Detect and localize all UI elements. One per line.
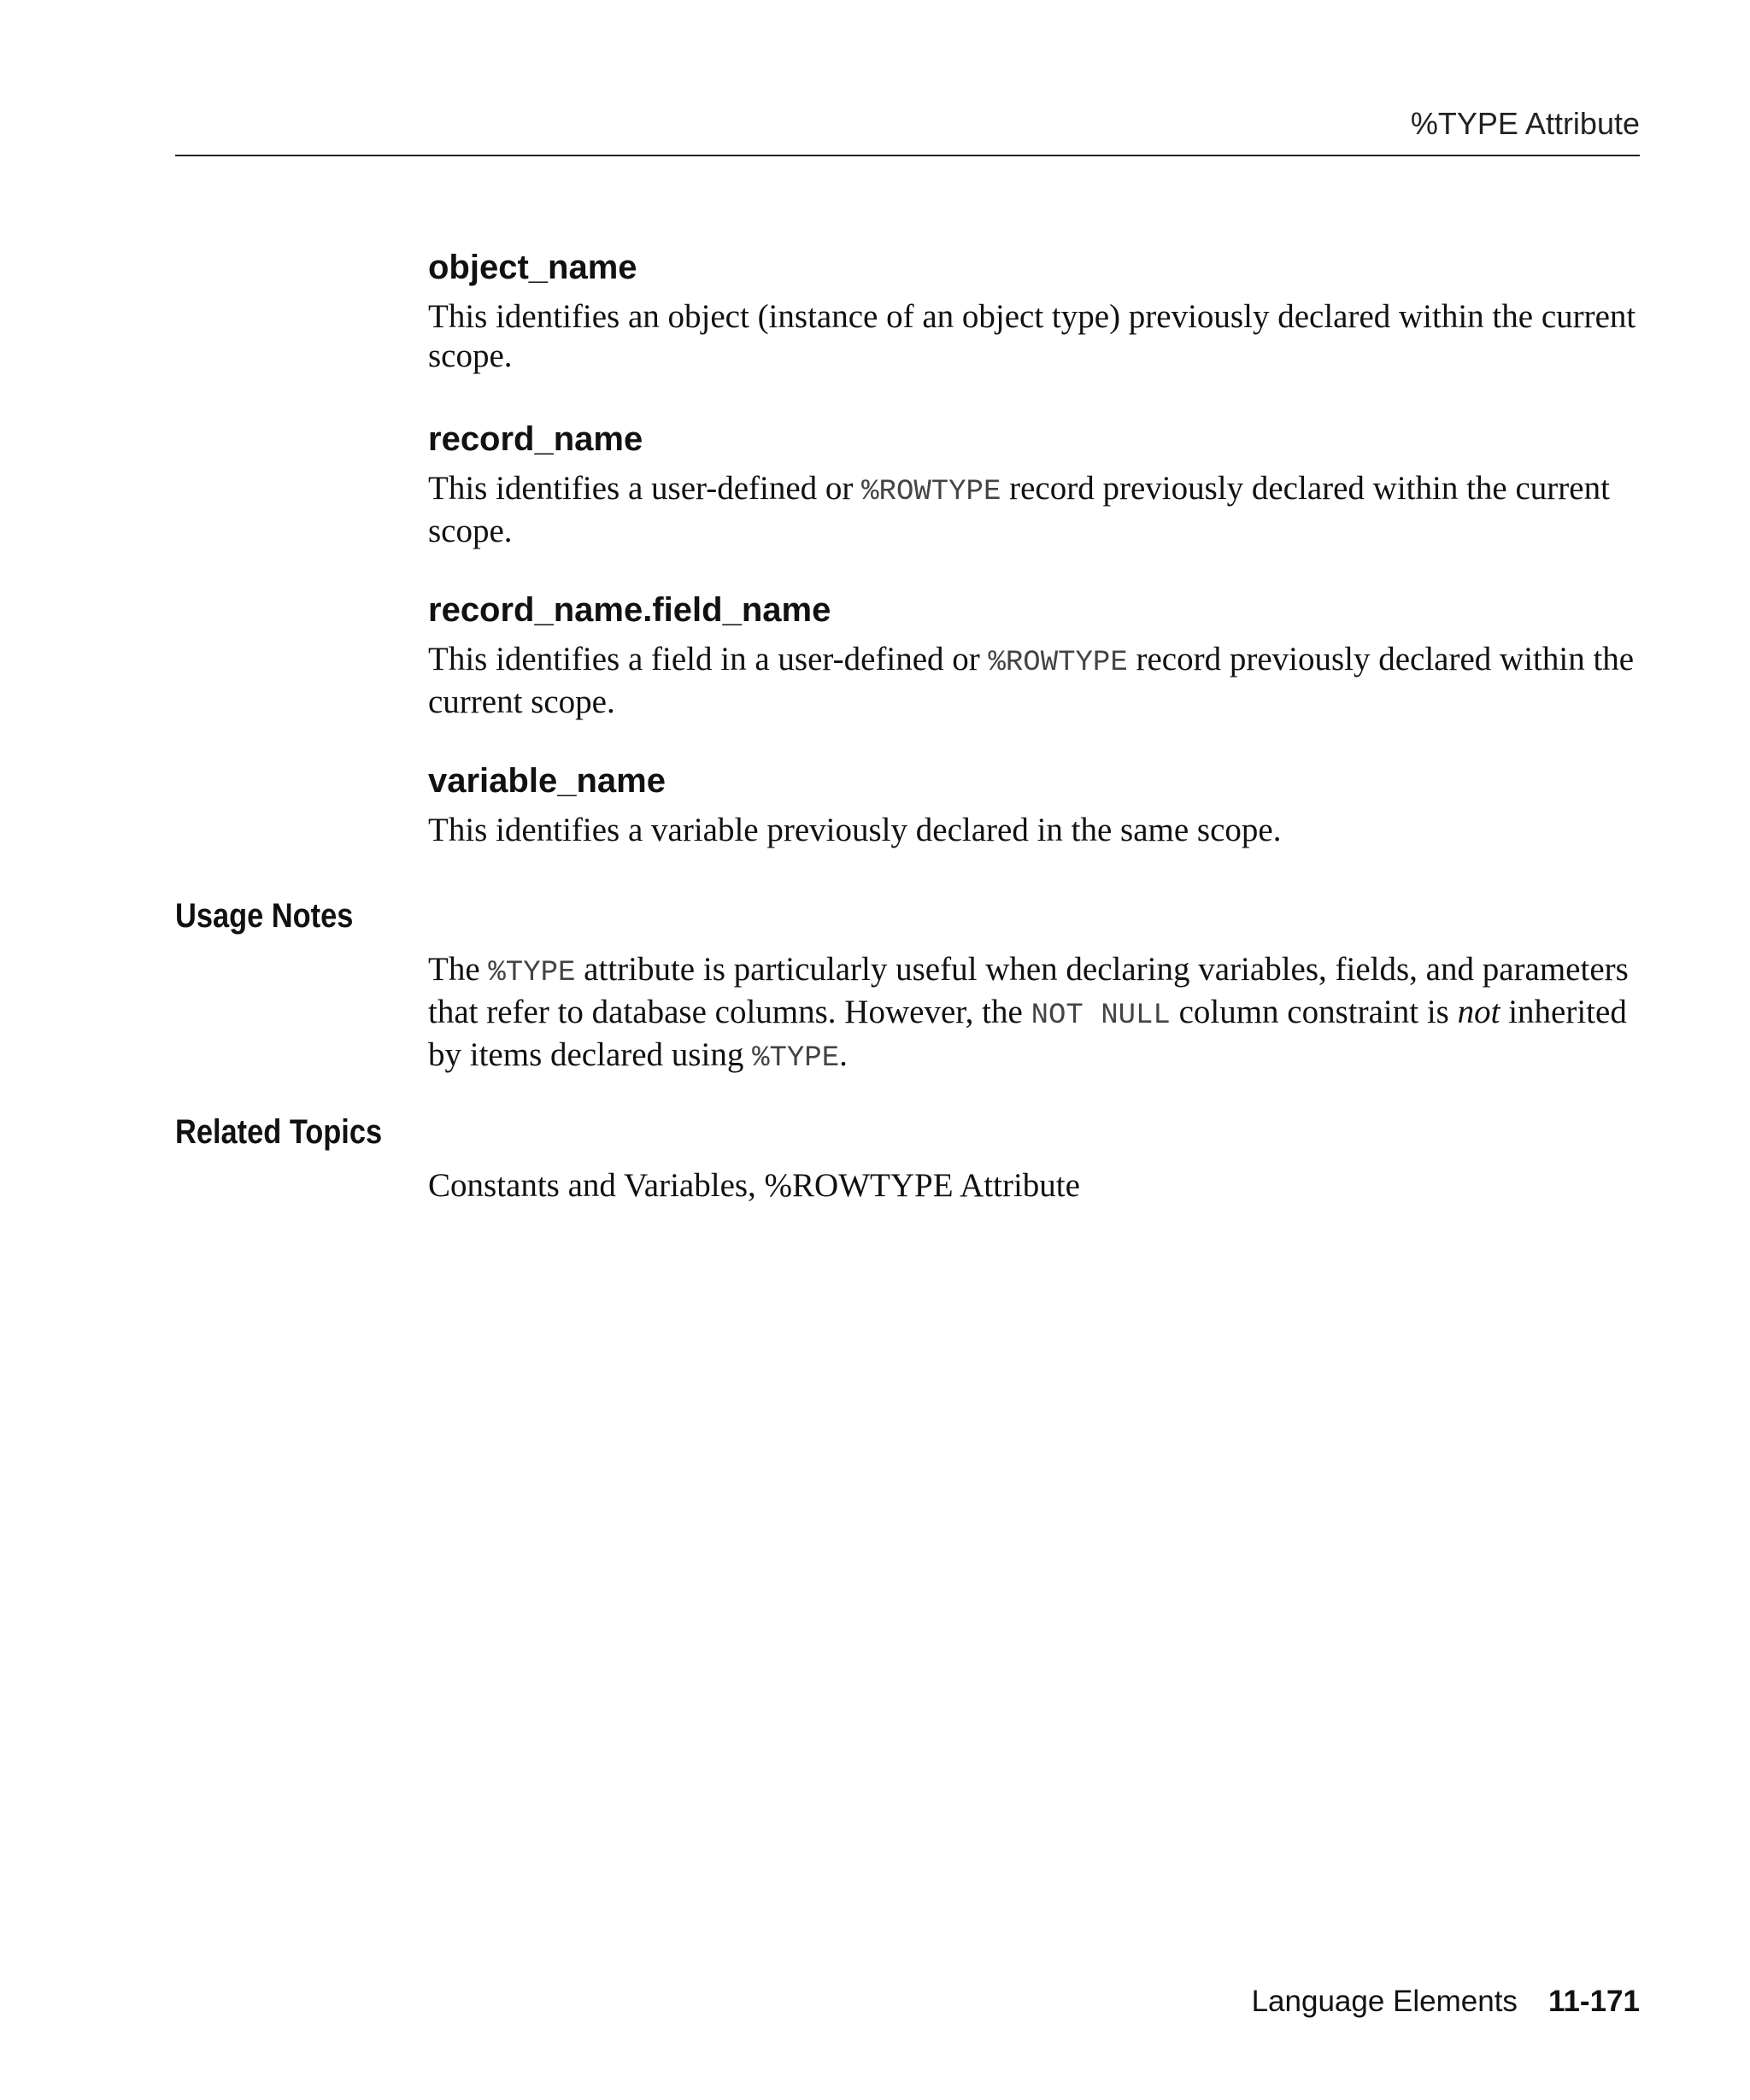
code-rowtype: %ROWTYPE [861, 476, 1001, 508]
usage-notes-heading: Usage Notes [175, 897, 354, 935]
header-rule [175, 155, 1640, 156]
page-number: 11-171 [1547, 1985, 1640, 2018]
term-record-name-description: This identifies a user-defined or %ROWTYPE record previously declared within the current scope. [428, 470, 1610, 549]
term-record-name-field-name-description: This identifies a field in a user-defined or %ROWTYPE record previously declared within the current scope. [428, 641, 1635, 720]
related-topics-heading: Related Topics [175, 1113, 383, 1151]
term-record-name-field-name: record_name.field_name [428, 591, 831, 629]
emphasis-not: not [1457, 994, 1500, 1030]
usage-notes-paragraph: The %TYPE attribute is particularly useful when declaring variables, fields, and parameters that refer to database columns. However, the NOT NULL column constraint is not inherited by items declared using %TYPE. [428, 951, 1629, 1075]
term-record-name: record_name [428, 420, 643, 458]
code-type: %TYPE [488, 957, 576, 989]
term-variable-name: variable_name [428, 762, 666, 800]
page-footer [1252, 1985, 1640, 2019]
footer-section-name: Language Elements [1251, 1985, 1518, 2018]
code-rowtype: %ROWTYPE [988, 647, 1128, 679]
code-type: %TYPE [752, 1042, 840, 1075]
running-header-title: %TYPE Attribute [1410, 106, 1640, 141]
related-topics-links[interactable]: Constants and Variables, %ROWTYPE Attribute [428, 1167, 1080, 1204]
term-variable-name-description: This identifies a variable previously declared in the same scope. [428, 812, 1282, 848]
code-not-null: NOT NULL [1031, 1000, 1171, 1032]
term-object-name: object_name [428, 249, 637, 286]
term-object-name-description: This identifies an object (instance of an object type) previously declared within the current scope. [428, 298, 1636, 374]
